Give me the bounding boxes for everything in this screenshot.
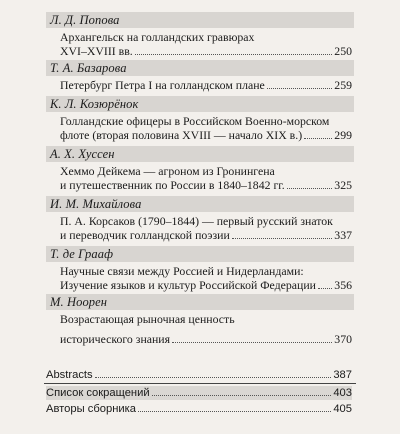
entry-title-line: Голландские офицеры в Российском Военно-морском (60, 114, 330, 128)
dot-leader (287, 188, 333, 189)
toc-backmatter-abbreviations (46, 386, 352, 400)
page-number: 325 (334, 178, 352, 192)
entry-title-line: Архангельск на голландских гравюрах (60, 30, 255, 44)
page-number: 299 (334, 128, 352, 142)
author-name: А. Х. Хуссен (46, 146, 354, 162)
author-name: Т. А. Базарова (46, 60, 354, 76)
toc-entry (60, 312, 352, 346)
page-number: 356 (334, 278, 352, 292)
dot-leader (138, 411, 331, 412)
page-number: 403 (333, 387, 352, 399)
backmatter-label: Список сокращений (46, 387, 150, 399)
page-number: 387 (333, 369, 352, 381)
dot-leader (232, 238, 333, 239)
toc-entry (60, 264, 352, 292)
entry-title-line: Изучение языков и культур Российской Федерации (60, 278, 316, 292)
dot-leader (267, 88, 333, 89)
entry-title-line: флоте (вторая половина XVIII — начало XIX в.) (60, 128, 303, 142)
entry-title-line: XVI–XVIII вв. (60, 44, 133, 58)
entry-title-line: Научные связи между Россией и Нидерландами: (60, 264, 304, 278)
dot-leader (135, 54, 333, 55)
page-number: 337 (334, 228, 352, 242)
page-number: 259 (334, 78, 352, 92)
backmatter-label: Abstracts (46, 369, 93, 381)
entry-title-line: и путешественник по России в 1840–1842 гг. (60, 178, 285, 192)
toc-entry (60, 114, 352, 142)
entry-title-line: Петербург Петра I на голландском плане (60, 78, 265, 92)
author-name: М. Ноорен (46, 294, 354, 310)
dot-leader (152, 395, 332, 396)
toc-backmatter-authors (46, 402, 352, 416)
toc-entry (60, 78, 352, 92)
entry-title-line: исторического знания (60, 332, 171, 346)
page-number: 250 (334, 44, 352, 58)
entry-title-line: П. А. Корсаков (1790–1844) — первый русский знаток (60, 214, 333, 228)
toc-backmatter-abstracts (46, 368, 352, 382)
page-number: 405 (333, 403, 352, 415)
backmatter-label: Авторы сборника (46, 403, 136, 415)
dot-leader (318, 288, 332, 289)
toc-entry (60, 214, 352, 242)
toc-entry (60, 30, 352, 58)
dot-leader (304, 138, 332, 139)
toc-entry (60, 164, 352, 192)
entry-title-line: и переводчик голландской поэзии (60, 228, 230, 242)
dot-leader (172, 342, 332, 343)
author-name: Т. де Грааф (46, 246, 354, 262)
entry-title-line: Хеммо Дейкема — агроном из Гронингена (60, 164, 275, 178)
author-name: И. М. Михайлова (46, 196, 354, 212)
author-name: Л. Д. Попова (46, 12, 354, 28)
dot-leader (95, 377, 332, 378)
entry-title-line: Возрастающая рыночная ценность (60, 312, 235, 326)
divider (44, 383, 356, 384)
author-name: К. Л. Козюрёнок (46, 96, 354, 112)
page-number: 370 (334, 332, 352, 346)
